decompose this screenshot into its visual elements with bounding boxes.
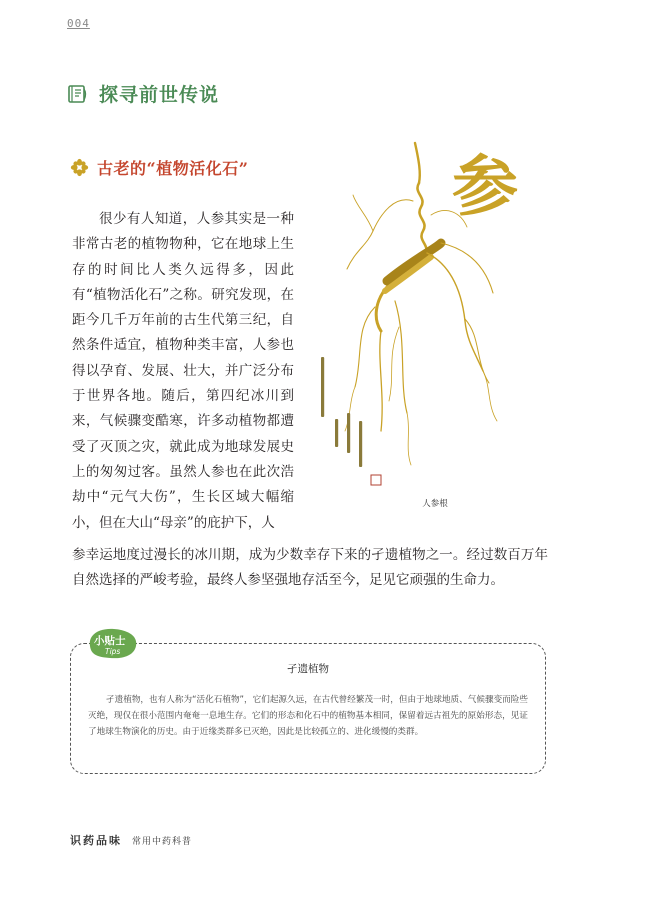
page-number: 004 (67, 17, 90, 30)
illustration-caption: 人参根 (422, 499, 448, 509)
tips-text: 孑遗植物，也有人称为“活化石植物”，它们起源久远，在古代曾经繁茂一时，但由于地球地质、气候骤变而险些灭绝，现仅在很小范围内奄奄一息地生存。它们的形态和化石中的植物基本相同，保留着远古祖先的原始形态，见证了地球生物演化的历史。由于近缘类群多已灭绝，因此是比较孤立的、进化缓慢的类群。 (88, 695, 528, 737)
ginseng-root-illustration (315, 131, 555, 486)
tips-badge-label: 小贴士 (94, 635, 126, 647)
tips-badge-sub: Tips (105, 647, 121, 656)
chapter-heading (67, 80, 219, 107)
tips-title: 孑遗植物 (287, 663, 329, 675)
footer (70, 832, 192, 848)
flower-icon (70, 158, 89, 177)
chapter-title: 探寻前世传说 (99, 84, 220, 106)
tips-badge (86, 626, 140, 660)
artist-inscription (321, 357, 381, 485)
calligraphy-character: 参 (452, 147, 518, 225)
footer-brand: 识药品味 (70, 834, 122, 847)
body-paragraph-continued: 参幸运地度过漫长的冰川期，成为少数幸存下来的孑遗植物之一。经过数百万年自然选择的严峻考验，最终人参坚强地存活至今，足见它顽强的生命力。 (72, 547, 548, 589)
section-heading (70, 156, 248, 179)
book-pages-icon (67, 83, 89, 105)
footer-series: 常用中药科普 (132, 837, 193, 847)
section-title: 古老的“植物活化石” (97, 159, 249, 178)
body-paragraph: 很少有人知道，人参其实是一种非常古老的植物物种，它在地球上生存的时间比人类久远得多，因此有“植物活化石”之称。研究发现，在距今几千万年前的古生代第三纪，自然条件适宜，植物种类丰富，人参也得以孕育、发展、壮大，并广泛分布于世界各地。随后，第四纪冰川到来，气候骤变酷寒，许多动植物都遭受了灭顶之灾，就此成为地球发展史上的匆匆过客。虽然人参也在此次浩劫中“元气大伤”，生长区域大幅缩小，但在大山“母亲”的庇护下，人 (72, 211, 294, 531)
